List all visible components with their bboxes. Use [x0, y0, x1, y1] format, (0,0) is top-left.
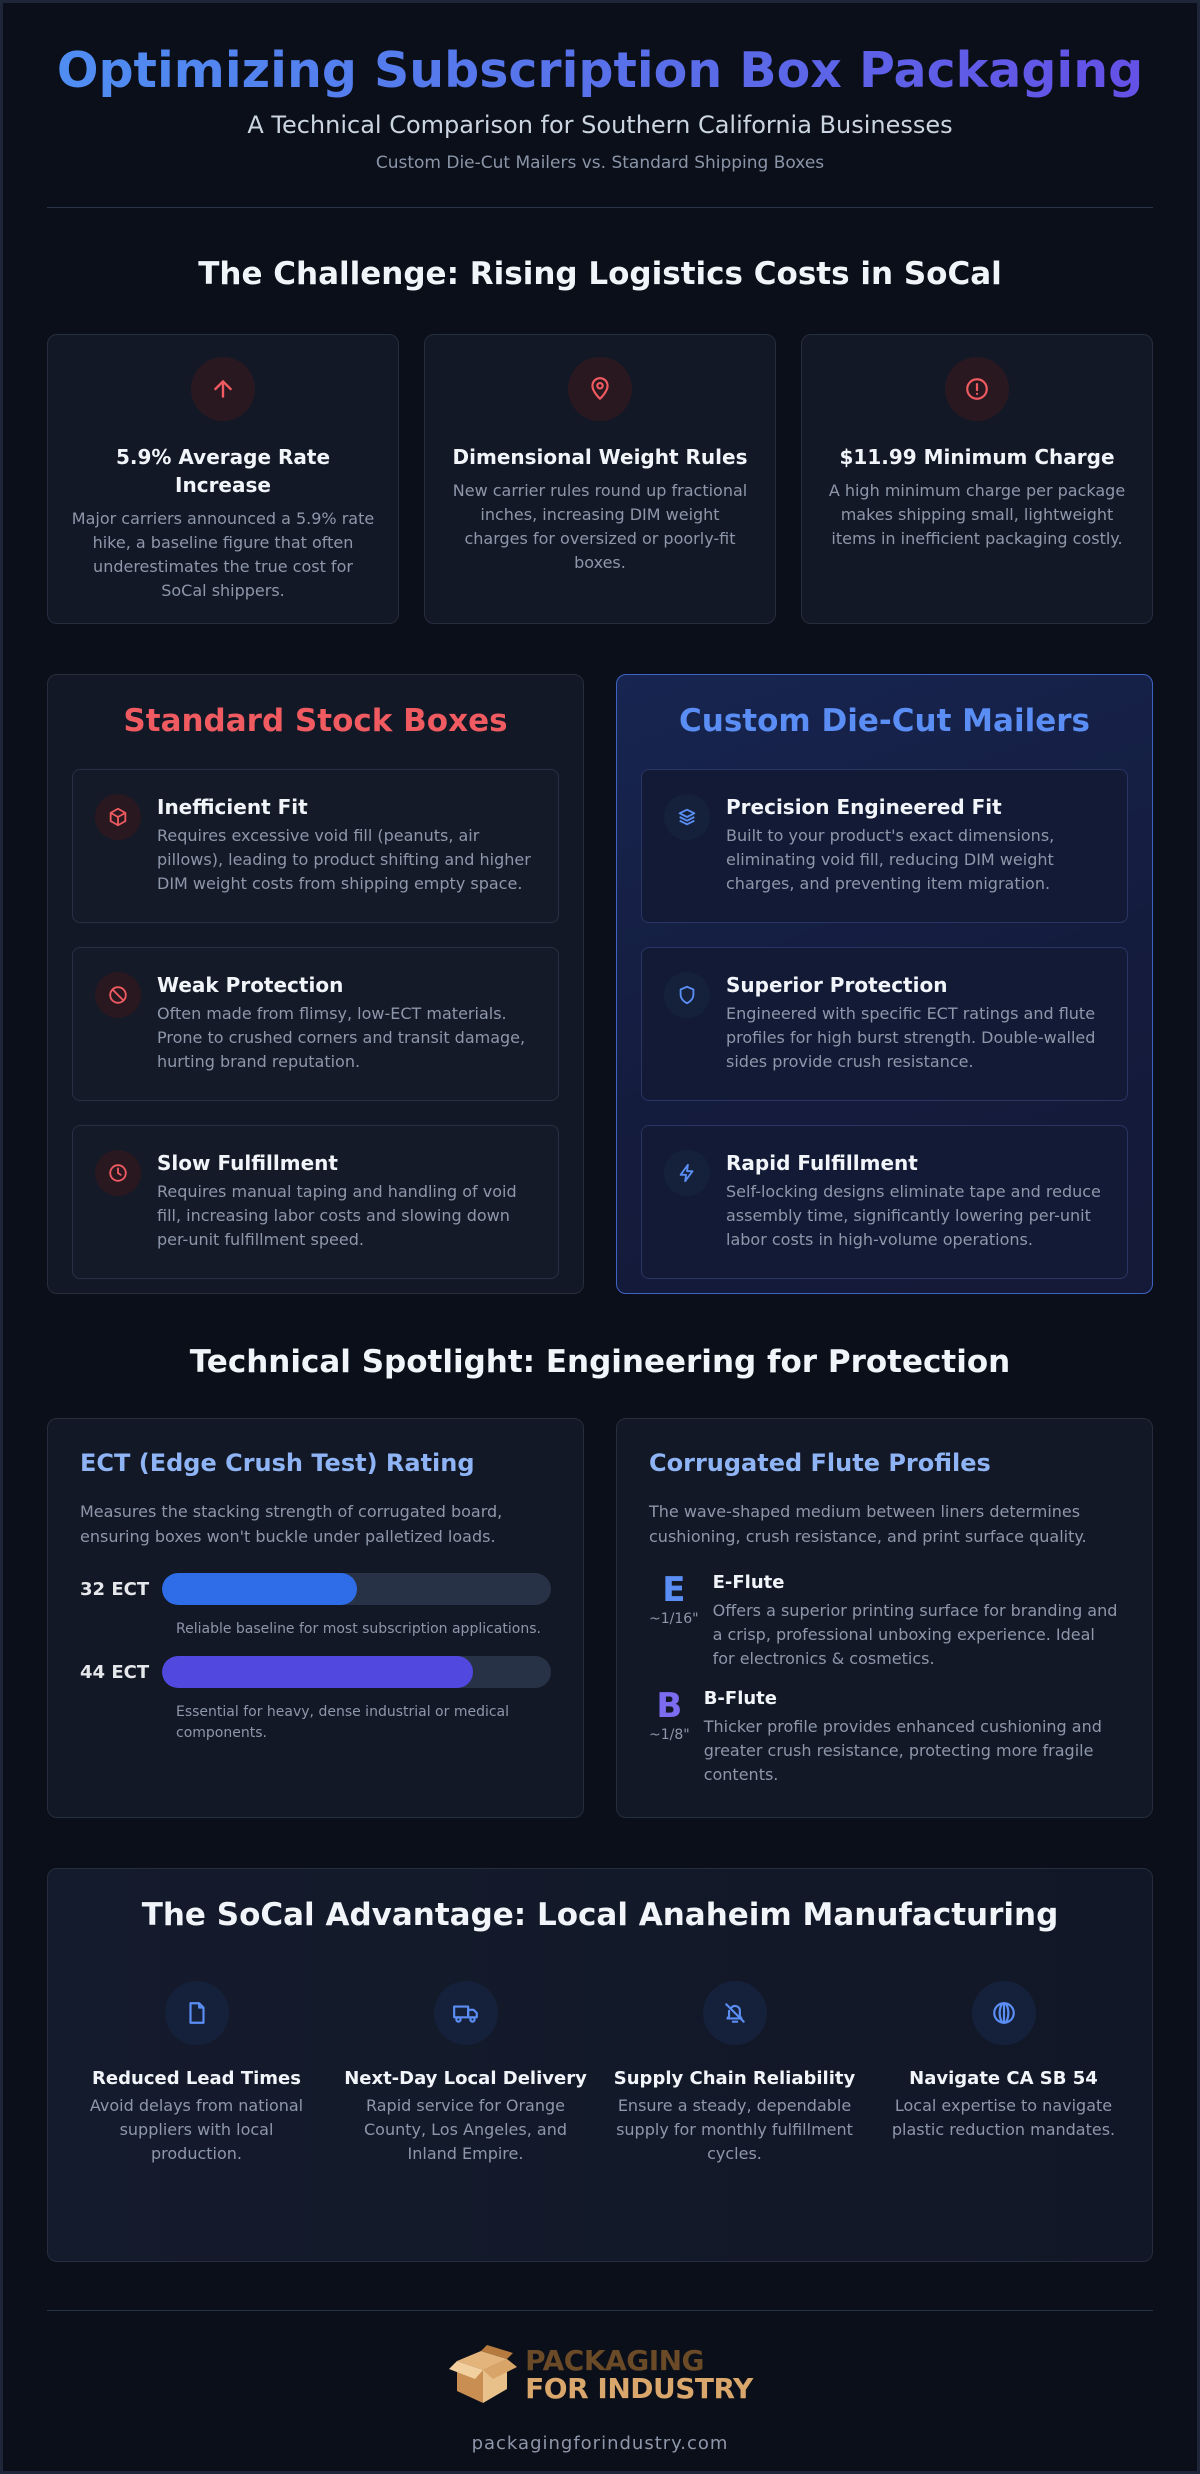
ect-heading: ECT (Edge Crush Test) Rating	[80, 1449, 475, 1477]
challenge-heading: $11.99 Minimum Charge	[839, 445, 1115, 469]
feature-card	[641, 947, 1128, 1101]
flute-letter: E	[662, 1570, 686, 1610]
advantage-text: Rapid service for Orange County, Los Angeles, and Inland Empire.	[364, 2096, 567, 2163]
flute-badge	[649, 1571, 699, 1671]
standard-title: Standard Stock Boxes	[123, 703, 508, 739]
flute-description: The wave-shaped medium between liners determines cushioning, crush resistance, and print surface quality.	[649, 1502, 1087, 1546]
ect-description: Measures the stacking strength of corrugated board, ensuring boxes won't buckle under palletized loads.	[80, 1502, 503, 1546]
feature-heading: Inefficient Fit	[157, 795, 308, 819]
feature-card	[641, 1125, 1128, 1279]
bar-label: 32 ECT	[80, 1578, 150, 1600]
challenge-cards	[47, 334, 1153, 624]
footer-divider	[47, 2310, 1153, 2311]
advantage-text: Local expertise to navigate plastic reduction mandates.	[891, 2096, 1116, 2139]
challenge-text: A high minimum charge per package makes shipping small, lightweight items in inefficient packaging costly.	[828, 481, 1126, 548]
advantage-heading: Reduced Lead Times	[92, 2068, 301, 2089]
flute-letter: B	[656, 1686, 683, 1726]
challenge-title: The Challenge: Rising Logistics Costs in SoCal	[198, 256, 1002, 292]
advantage-item	[610, 1981, 859, 2166]
advantage-item	[879, 1981, 1128, 2166]
advantage-heading: Navigate CA SB 54	[909, 2068, 1098, 2089]
comparison	[47, 674, 1153, 1294]
page-title: Optimizing Subscription Box Packaging	[47, 41, 1153, 101]
logo-line1: PACKAGING	[525, 2344, 705, 2377]
map-pin-icon	[568, 357, 632, 421]
arrow-up-icon	[191, 357, 255, 421]
bar-label: 44 ECT	[80, 1661, 150, 1683]
feature-text: Built to your product's exact dimensions, eliminating void fill, reducing DIM weight charges, and preventing item migration.	[726, 826, 1055, 893]
advantage-items	[72, 1981, 1128, 2166]
flute-heading: Corrugated Flute Profiles	[649, 1449, 991, 1477]
spotlight	[47, 1418, 1153, 1818]
bell-off-icon	[703, 1981, 767, 2045]
challenge-text: New carrier rules round up fractional inches, increasing DIM weight charges for oversized or poorly-fit boxes.	[452, 481, 748, 572]
feature-card	[641, 769, 1128, 923]
feature-card	[72, 947, 559, 1101]
standard-column	[47, 674, 584, 1294]
bar-note: Essential for heavy, dense industrial or medical components.	[176, 1704, 510, 1741]
ban-icon	[95, 972, 141, 1018]
advantage-title: The SoCal Advantage: Local Anaheim Manufacturing	[141, 1897, 1059, 1933]
flute-size: ~1/16"	[649, 1611, 699, 1627]
feature-card	[72, 769, 559, 923]
bar-fill	[162, 1656, 473, 1688]
feature-heading: Weak Protection	[157, 973, 344, 997]
website-link[interactable]: packagingforindustry.com	[471, 2433, 729, 2454]
feature-heading: Precision Engineered Fit	[726, 795, 1002, 819]
company-logo[interactable]	[447, 2343, 753, 2407]
flute-item-heading: E-Flute	[712, 1572, 785, 1593]
bar-track	[162, 1573, 551, 1605]
layers-icon	[664, 794, 710, 840]
feature-text: Often made from flimsy, low-ECT materials. Prone to crushed corners and transit damage, hurting brand reputation.	[157, 1004, 526, 1071]
feature-text: Requires excessive void fill (peanuts, air pillows), leading to product shifting and higher DIM weight costs from shipping empty space.	[157, 826, 531, 893]
alert-circle-icon	[945, 357, 1009, 421]
challenge-card-dim	[424, 334, 776, 624]
ect-bar-32	[80, 1573, 551, 1605]
lightning-icon	[664, 1150, 710, 1196]
advantage-item	[72, 1981, 321, 2166]
ect-card	[47, 1418, 584, 1818]
spotlight-title: Technical Spotlight: Engineering for Protection	[189, 1344, 1011, 1380]
advantage-item	[341, 1981, 590, 2166]
flute-badge	[649, 1687, 690, 1787]
feature-card	[72, 1125, 559, 1279]
logo-line2: FOR INDUSTRY	[525, 2372, 753, 2405]
shield-icon	[664, 972, 710, 1018]
challenge-text: Major carriers announced a 5.9% rate hike, a baseline figure that often underestimates the true cost for SoCal shippers.	[71, 509, 375, 600]
flute-size: ~1/8"	[649, 1727, 690, 1743]
challenge-heading: Dimensional Weight Rules	[452, 445, 748, 469]
footer	[47, 2343, 1153, 2454]
custom-column	[616, 674, 1153, 1294]
advantage-heading: Supply Chain Reliability	[613, 2068, 856, 2089]
challenge-heading: 5.9% Average Rate Increase	[115, 445, 331, 497]
advantage-card	[47, 1868, 1153, 2262]
feature-heading: Rapid Fulfillment	[726, 1151, 918, 1175]
advantage-heading: Next-Day Local Delivery	[344, 2068, 587, 2089]
page-tagline: Custom Die-Cut Mailers vs. Standard Shipping Boxes	[375, 153, 825, 173]
clock-icon	[95, 1150, 141, 1196]
logo-wordmark	[525, 2344, 753, 2405]
flute-item-b	[649, 1687, 1120, 1787]
document-icon	[165, 1981, 229, 2045]
box-icon	[95, 794, 141, 840]
bar-track	[162, 1656, 551, 1688]
feature-text: Self-locking designs eliminate tape and reduce assembly time, significantly lowering per-unit labor costs in high-volume operations.	[726, 1182, 1101, 1249]
bar-fill	[162, 1573, 357, 1605]
bar-note: Reliable baseline for most subscription applications.	[176, 1621, 541, 1637]
globe-icon	[972, 1981, 1036, 2045]
feature-heading: Slow Fulfillment	[157, 1151, 338, 1175]
ect-bar-44	[80, 1656, 551, 1688]
flute-item-e	[649, 1571, 1120, 1671]
box-logo-icon	[447, 2343, 519, 2407]
flute-card	[616, 1418, 1153, 1818]
feature-heading: Superior Protection	[726, 973, 948, 997]
advantage-text: Avoid delays from national suppliers with local production.	[89, 2096, 304, 2163]
flute-item-text: Thicker profile provides enhanced cushioning and greater crush resistance, protecting more fragile contents.	[703, 1717, 1102, 1784]
page-subtitle: A Technical Comparison for Southern California Businesses	[247, 111, 953, 139]
challenge-card-rate	[47, 334, 399, 624]
divider	[47, 207, 1153, 208]
feature-text: Requires manual taping and handling of void fill, increasing labor costs and slowing down per-unit fulfillment speed.	[157, 1182, 517, 1249]
challenge-card-min	[801, 334, 1153, 624]
truck-icon	[434, 1981, 498, 2045]
flute-item-heading: B-Flute	[703, 1688, 777, 1709]
flute-item-text: Offers a superior printing surface for branding and a crisp, professional unboxing experience. Ideal for electronics & cosmetics.	[712, 1601, 1118, 1668]
feature-text: Engineered with specific ECT ratings and flute profiles for high burst strength. Double-walled sides provide crush resistance.	[726, 1004, 1096, 1071]
custom-title: Custom Die-Cut Mailers	[679, 703, 1090, 739]
advantage-text: Ensure a steady, dependable supply for monthly fulfillment cycles.	[616, 2096, 853, 2163]
header	[47, 3, 1153, 173]
